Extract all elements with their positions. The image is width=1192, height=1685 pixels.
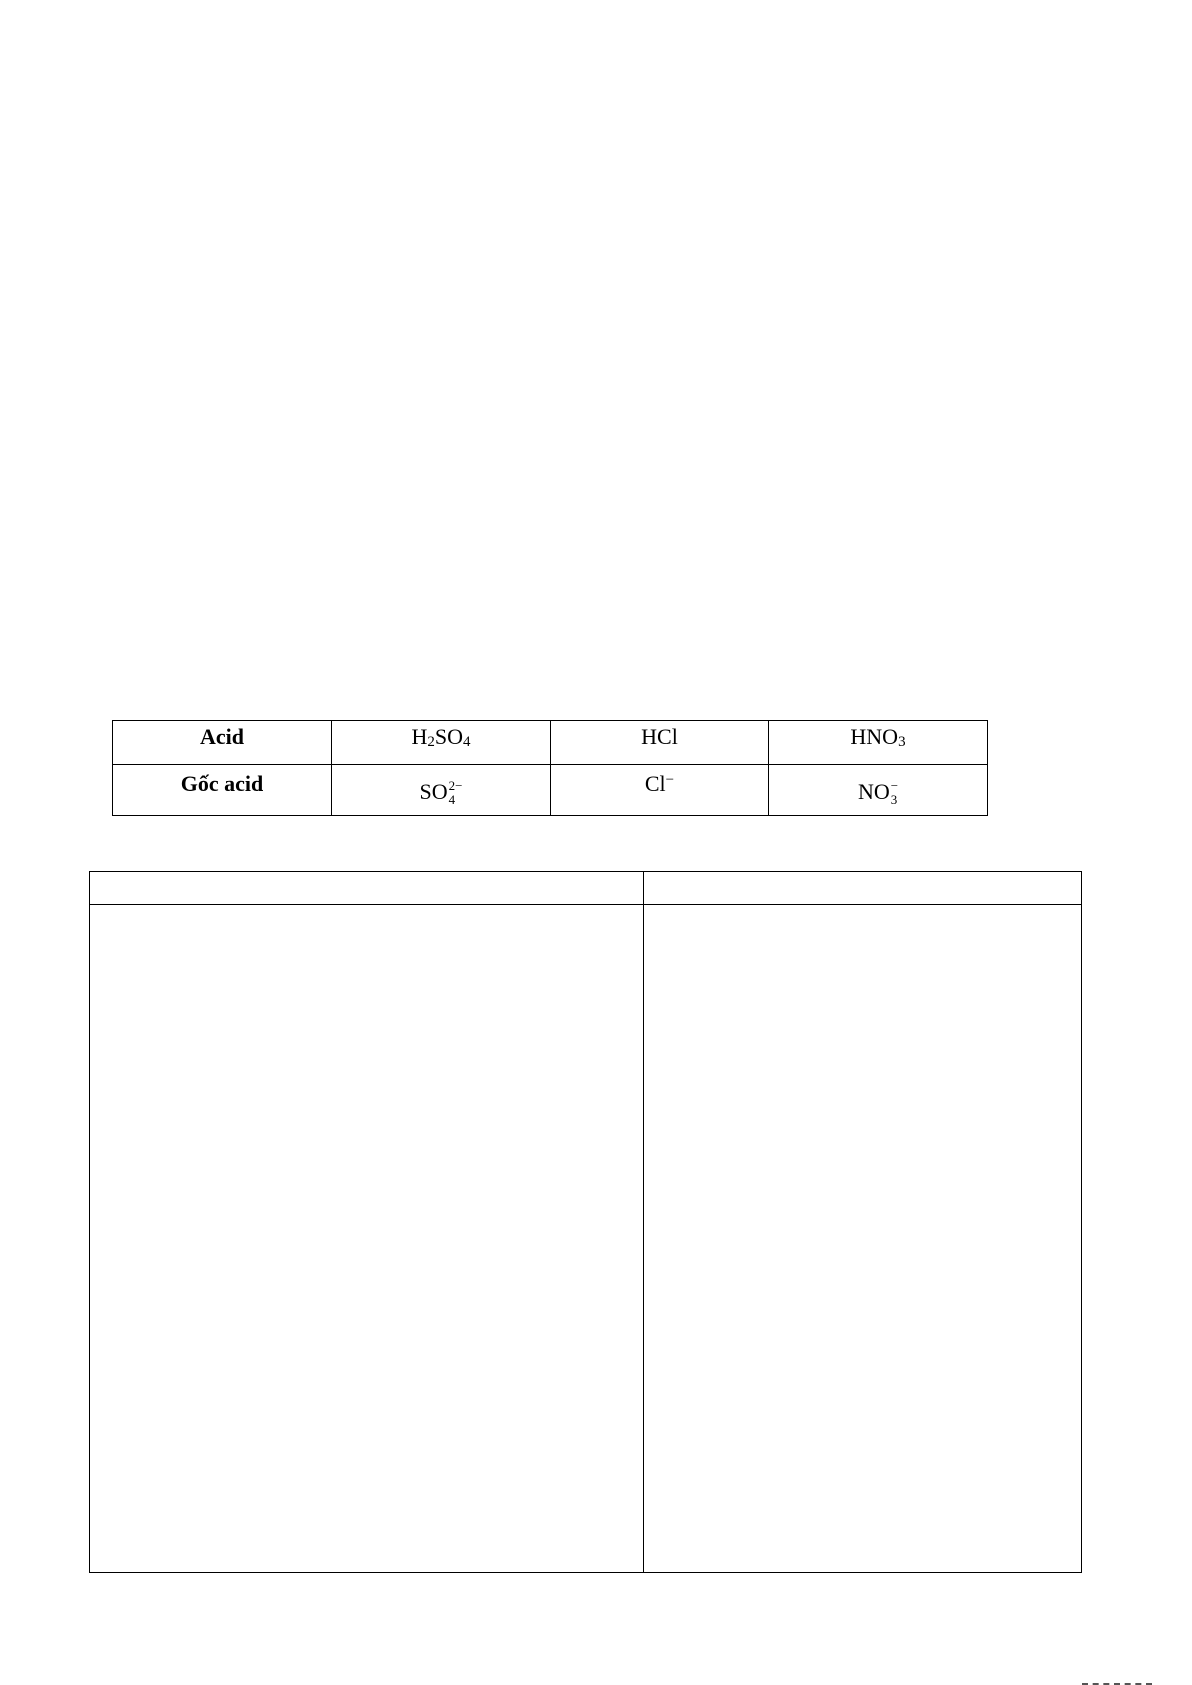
acid-table [112, 720, 988, 816]
no3-base: NO [857, 779, 890, 804]
acid-residue-label: Gốc acid [113, 765, 332, 816]
cl-base: Cl [644, 771, 666, 796]
cl-charge: − [665, 772, 675, 788]
no3-charge: − [890, 778, 899, 794]
hno3-base: HNO [850, 724, 899, 749]
so4-base: SO [419, 779, 448, 804]
so4-charge: 2− [448, 778, 463, 794]
so4-sub: 4 [448, 792, 456, 808]
h2so4-sub-4: 4 [463, 734, 471, 750]
residue-so4 [332, 765, 551, 816]
acid-residue-row [113, 765, 988, 816]
residue-cl [551, 765, 769, 816]
acid-hcl: HCl [551, 721, 769, 765]
h2so4-sub-2: 2 [427, 734, 435, 750]
h2so4-so: SO [434, 724, 463, 749]
acid-h2so4 [332, 721, 551, 765]
acid-label: Acid [113, 721, 332, 765]
two-column-frame [89, 871, 1082, 1573]
hno3-sub-3: 3 [898, 734, 906, 750]
no3-sub: 3 [890, 792, 898, 808]
acid-hno3 [769, 721, 988, 765]
h2so4-h: H [411, 724, 428, 749]
acid-row [113, 721, 988, 765]
residue-no3 [769, 765, 988, 816]
frame-header-divider [90, 904, 1081, 905]
frame-column-divider [643, 872, 644, 1572]
